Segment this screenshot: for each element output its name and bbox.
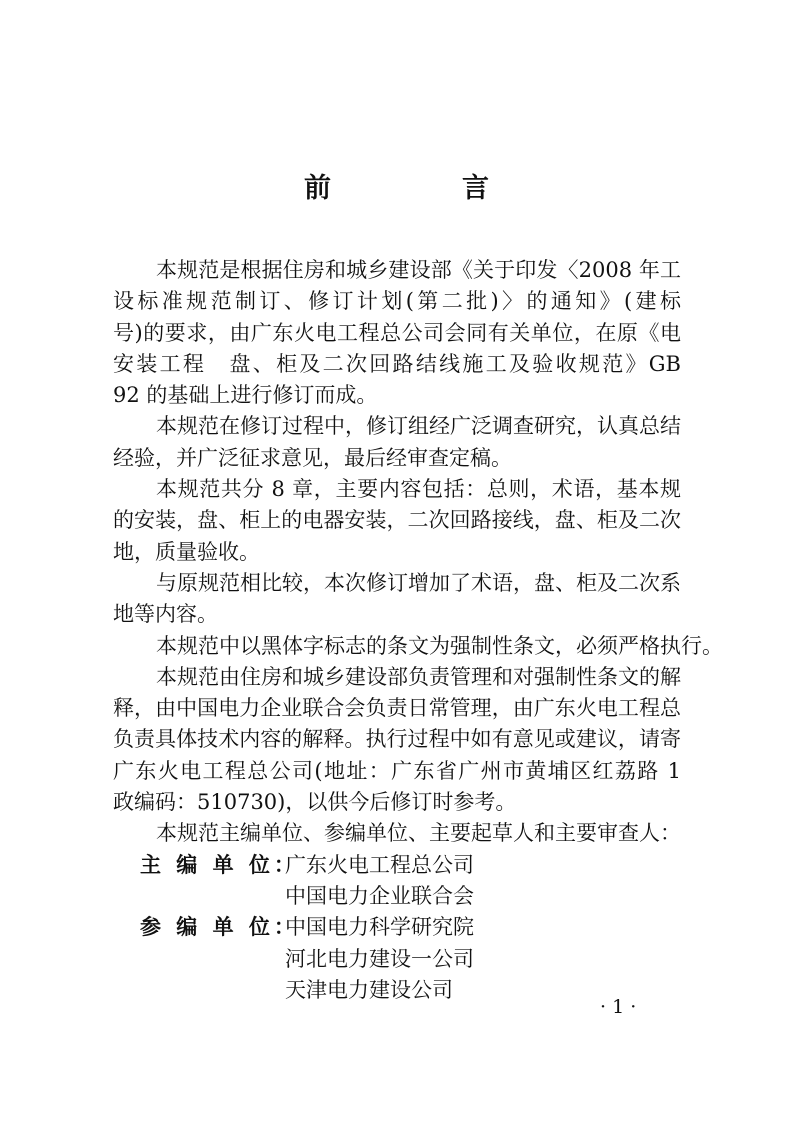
text-line: 负责具体技术内容的解释。执行过程中如有意见或建议，请寄 bbox=[113, 727, 681, 752]
text-line: 92 的基础上进行修订而成。 bbox=[113, 383, 378, 408]
unit-label bbox=[113, 975, 285, 1006]
page-title: 前 言 bbox=[304, 173, 541, 204]
unit-label: 参 编 单 位： bbox=[140, 915, 299, 940]
unit-label bbox=[113, 881, 285, 912]
unit-name: 天津电力建设公司 bbox=[285, 977, 453, 1002]
text-line: 本规范在修订过程中，修订组经广泛调查研究，认真总结 bbox=[156, 414, 681, 439]
text-line: 广东火电工程总公司(地址：广东省广州市黄埔区红荔路 1 bbox=[113, 758, 681, 783]
text-line: 本规范共分 8 章，主要内容包括：总则，术语，基本规 bbox=[156, 477, 681, 502]
text-line: 本规范中以黑体字标志的条文为强制性条文，必须严格执行。 bbox=[156, 633, 723, 658]
text-line: 设标准规范制订、修订计划(第二批)〉的通知》(建标 bbox=[113, 289, 681, 314]
text-line: 本规范由住房和城乡建设部负责管理和对强制性条文的解 bbox=[156, 664, 681, 689]
paragraph bbox=[113, 411, 681, 474]
text-line: 的安装，盘、柜上的电器安装，二次回路接线，盘、柜及二次 bbox=[113, 508, 681, 533]
text-line: 号)的要求，由广东火电工程总公司会同有关单位，在原《电 bbox=[113, 320, 681, 345]
text-line: 安装工程 盘、柜及二次回路结线施工及验收规范》GB bbox=[113, 351, 681, 376]
text-line: 本规范是根据住房和城乡建设部《关于印发〈2008 年工 bbox=[156, 258, 681, 282]
paragraph bbox=[113, 474, 681, 568]
text-line: 释，由中国电力企业联合会负责日常管理，由广东火电工程总 bbox=[113, 696, 681, 721]
unit-row bbox=[113, 850, 681, 881]
unit-row bbox=[113, 881, 681, 912]
text-line: 本规范主编单位、参编单位、主要起草人和主要审查人： bbox=[156, 821, 681, 846]
paragraph bbox=[113, 568, 681, 631]
unit-name: 中国电力科学研究院 bbox=[285, 915, 474, 940]
text-line: 地，质量验收。 bbox=[113, 539, 260, 564]
text-line: 与原规范相比较，本次修订增加了术语，盘、柜及二次系 bbox=[156, 570, 681, 595]
unit-name: 河北电力建设一公司 bbox=[285, 946, 474, 971]
paragraph bbox=[113, 631, 723, 662]
paragraph bbox=[113, 662, 681, 818]
text-line: 政编码：510730)，以供今后修订时参考。 bbox=[113, 790, 517, 815]
page-number: · 1 · bbox=[600, 996, 637, 1018]
unit-label bbox=[113, 944, 285, 975]
paragraph bbox=[113, 818, 681, 849]
unit-label: 主 编 单 位： bbox=[140, 852, 299, 877]
unit-row bbox=[113, 975, 681, 1006]
text-line: 经验，并广泛征求意见，最后经审查定稿。 bbox=[113, 445, 512, 470]
preface-body bbox=[113, 255, 723, 1006]
unit-row bbox=[113, 944, 681, 975]
paragraph bbox=[113, 255, 681, 411]
unit-row bbox=[113, 912, 681, 943]
unit-name: 广东火电工程总公司 bbox=[285, 852, 474, 877]
text-line: 地等内容。 bbox=[113, 602, 218, 627]
unit-name: 中国电力企业联合会 bbox=[285, 883, 474, 908]
